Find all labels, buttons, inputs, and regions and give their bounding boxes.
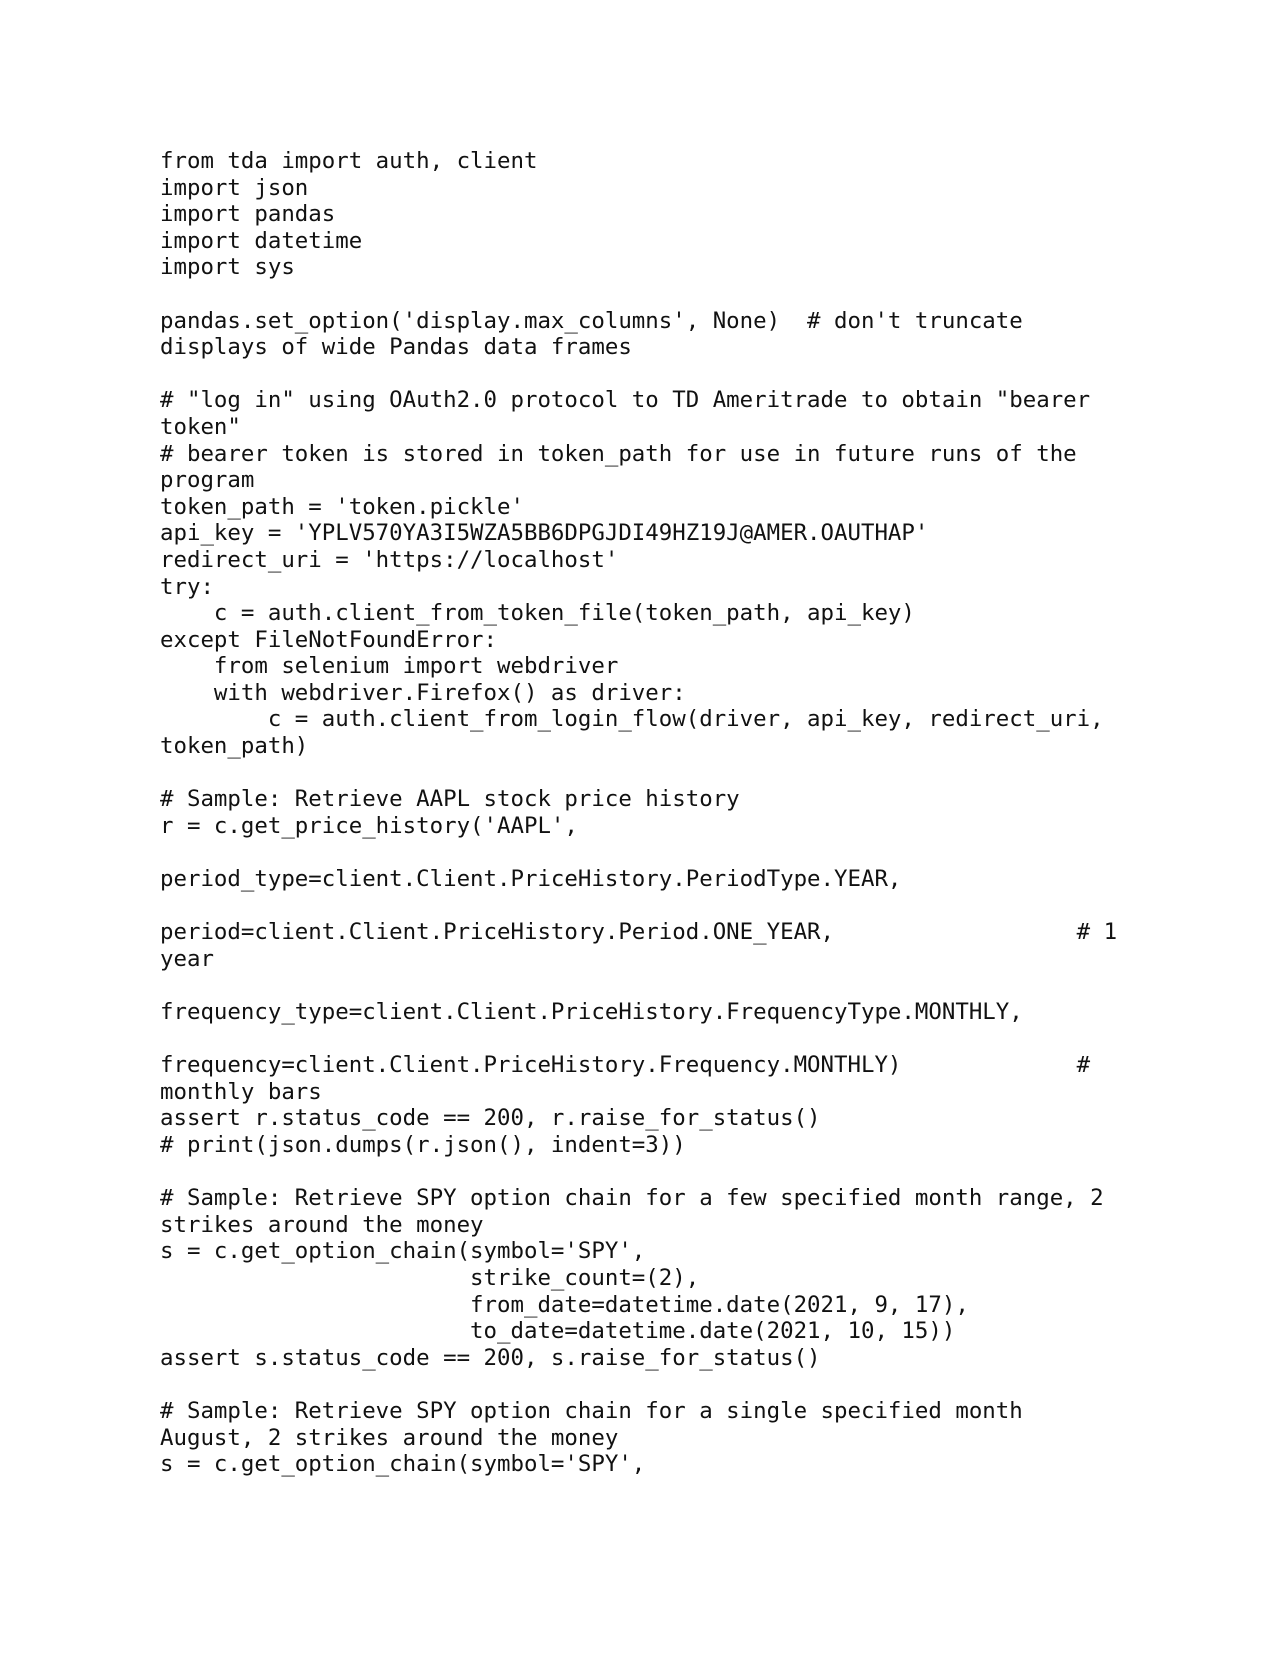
code-line: assert s.status_code == 200, s.raise_for_status() [160,1344,821,1371]
code-line: import datetime [160,227,363,254]
code-line: s = c.get_option_chain(symbol='SPY', [160,1451,646,1478]
code-line: import sys [160,254,295,281]
code-line: token" [160,413,241,440]
code-line [160,361,1117,388]
code-line: pandas.set_option('display.max_columns', None) # don't truncate [160,307,1023,334]
code-line: period=client.Client.PriceHistory.Period.ONE_YEAR, # 1 [160,919,1118,946]
code-line: period_type=client.Client.PriceHistory.PeriodType.YEAR, [160,866,902,893]
code-line: August, 2 strikes around the money [160,1424,619,1451]
code-line: s = c.get_option_chain(symbol='SPY', [160,1238,646,1265]
code-line: from_date=datetime.date(2021, 9, 17), [160,1291,969,1318]
code-line [160,760,1117,787]
code-line: except FileNotFoundError: [160,626,498,653]
code-line: frequency_type=client.Client.PriceHistory.FrequencyType.MONTHLY, [160,999,1023,1025]
code-line [160,1159,1117,1186]
code-line [160,839,1117,866]
code-line: c = auth.client_from_token_file(token_path, api_key) [160,600,915,627]
code-line: # "log in" using OAuth2.0 protocol to TD Ameritrade to obtain "bearer [160,387,1091,414]
code-line: # Sample: Retrieve SPY option chain for a few specified month range, 2 [160,1185,1104,1212]
code-line [160,281,1117,308]
code-line: token_path) [160,733,309,760]
code-line [160,893,1117,920]
code-line: redirect_uri = 'https://localhost' [160,546,619,573]
code-line: token_path = 'token.pickle' [160,493,524,520]
code-line: try: [160,573,214,600]
code-line: frequency=client.Client.PriceHistory.Frequency.MONTHLY) # [160,1052,1091,1079]
code-line: api_key = 'YPLV570YA3I5WZA5BB6DPGJDI49HZ19J@AMER.OAUTHAP' [160,520,929,547]
code-line: import json [160,174,309,201]
code-line: from tda import auth, client [160,148,538,174]
code-line: program [160,467,255,494]
code-line: strike_count=(2), [160,1264,700,1291]
code-block [160,148,1117,1478]
code-line: monthly bars [160,1078,322,1105]
code-line: # Sample: Retrieve SPY option chain for a single specified month [160,1397,1023,1424]
code-line: c = auth.client_from_login_flow(driver, api_key, redirect_uri, [160,706,1104,733]
code-line: assert r.status_code == 200, r.raise_for_status() [160,1105,821,1132]
code-line: from selenium import webdriver [160,653,619,680]
code-line: with webdriver.Firefox() as driver: [160,679,686,706]
code-line: r = c.get_price_history('AAPL', [160,812,578,839]
code-line: to_date=datetime.date(2021, 10, 15)) [160,1318,956,1345]
code-line [160,972,1117,999]
code-line: year [160,945,214,972]
code-line: strikes around the money [160,1211,484,1238]
code-line: # Sample: Retrieve AAPL stock price history [160,786,740,813]
code-line: # print(json.dumps(r.json(), indent=3)) [160,1131,686,1158]
code-line: displays of wide Pandas data frames [160,334,632,361]
code-line [160,1371,1117,1398]
code-line: import pandas [160,201,336,228]
code-line: # bearer token is stored in token_path for use in future runs of the [160,440,1077,467]
code-line [160,1026,1117,1053]
